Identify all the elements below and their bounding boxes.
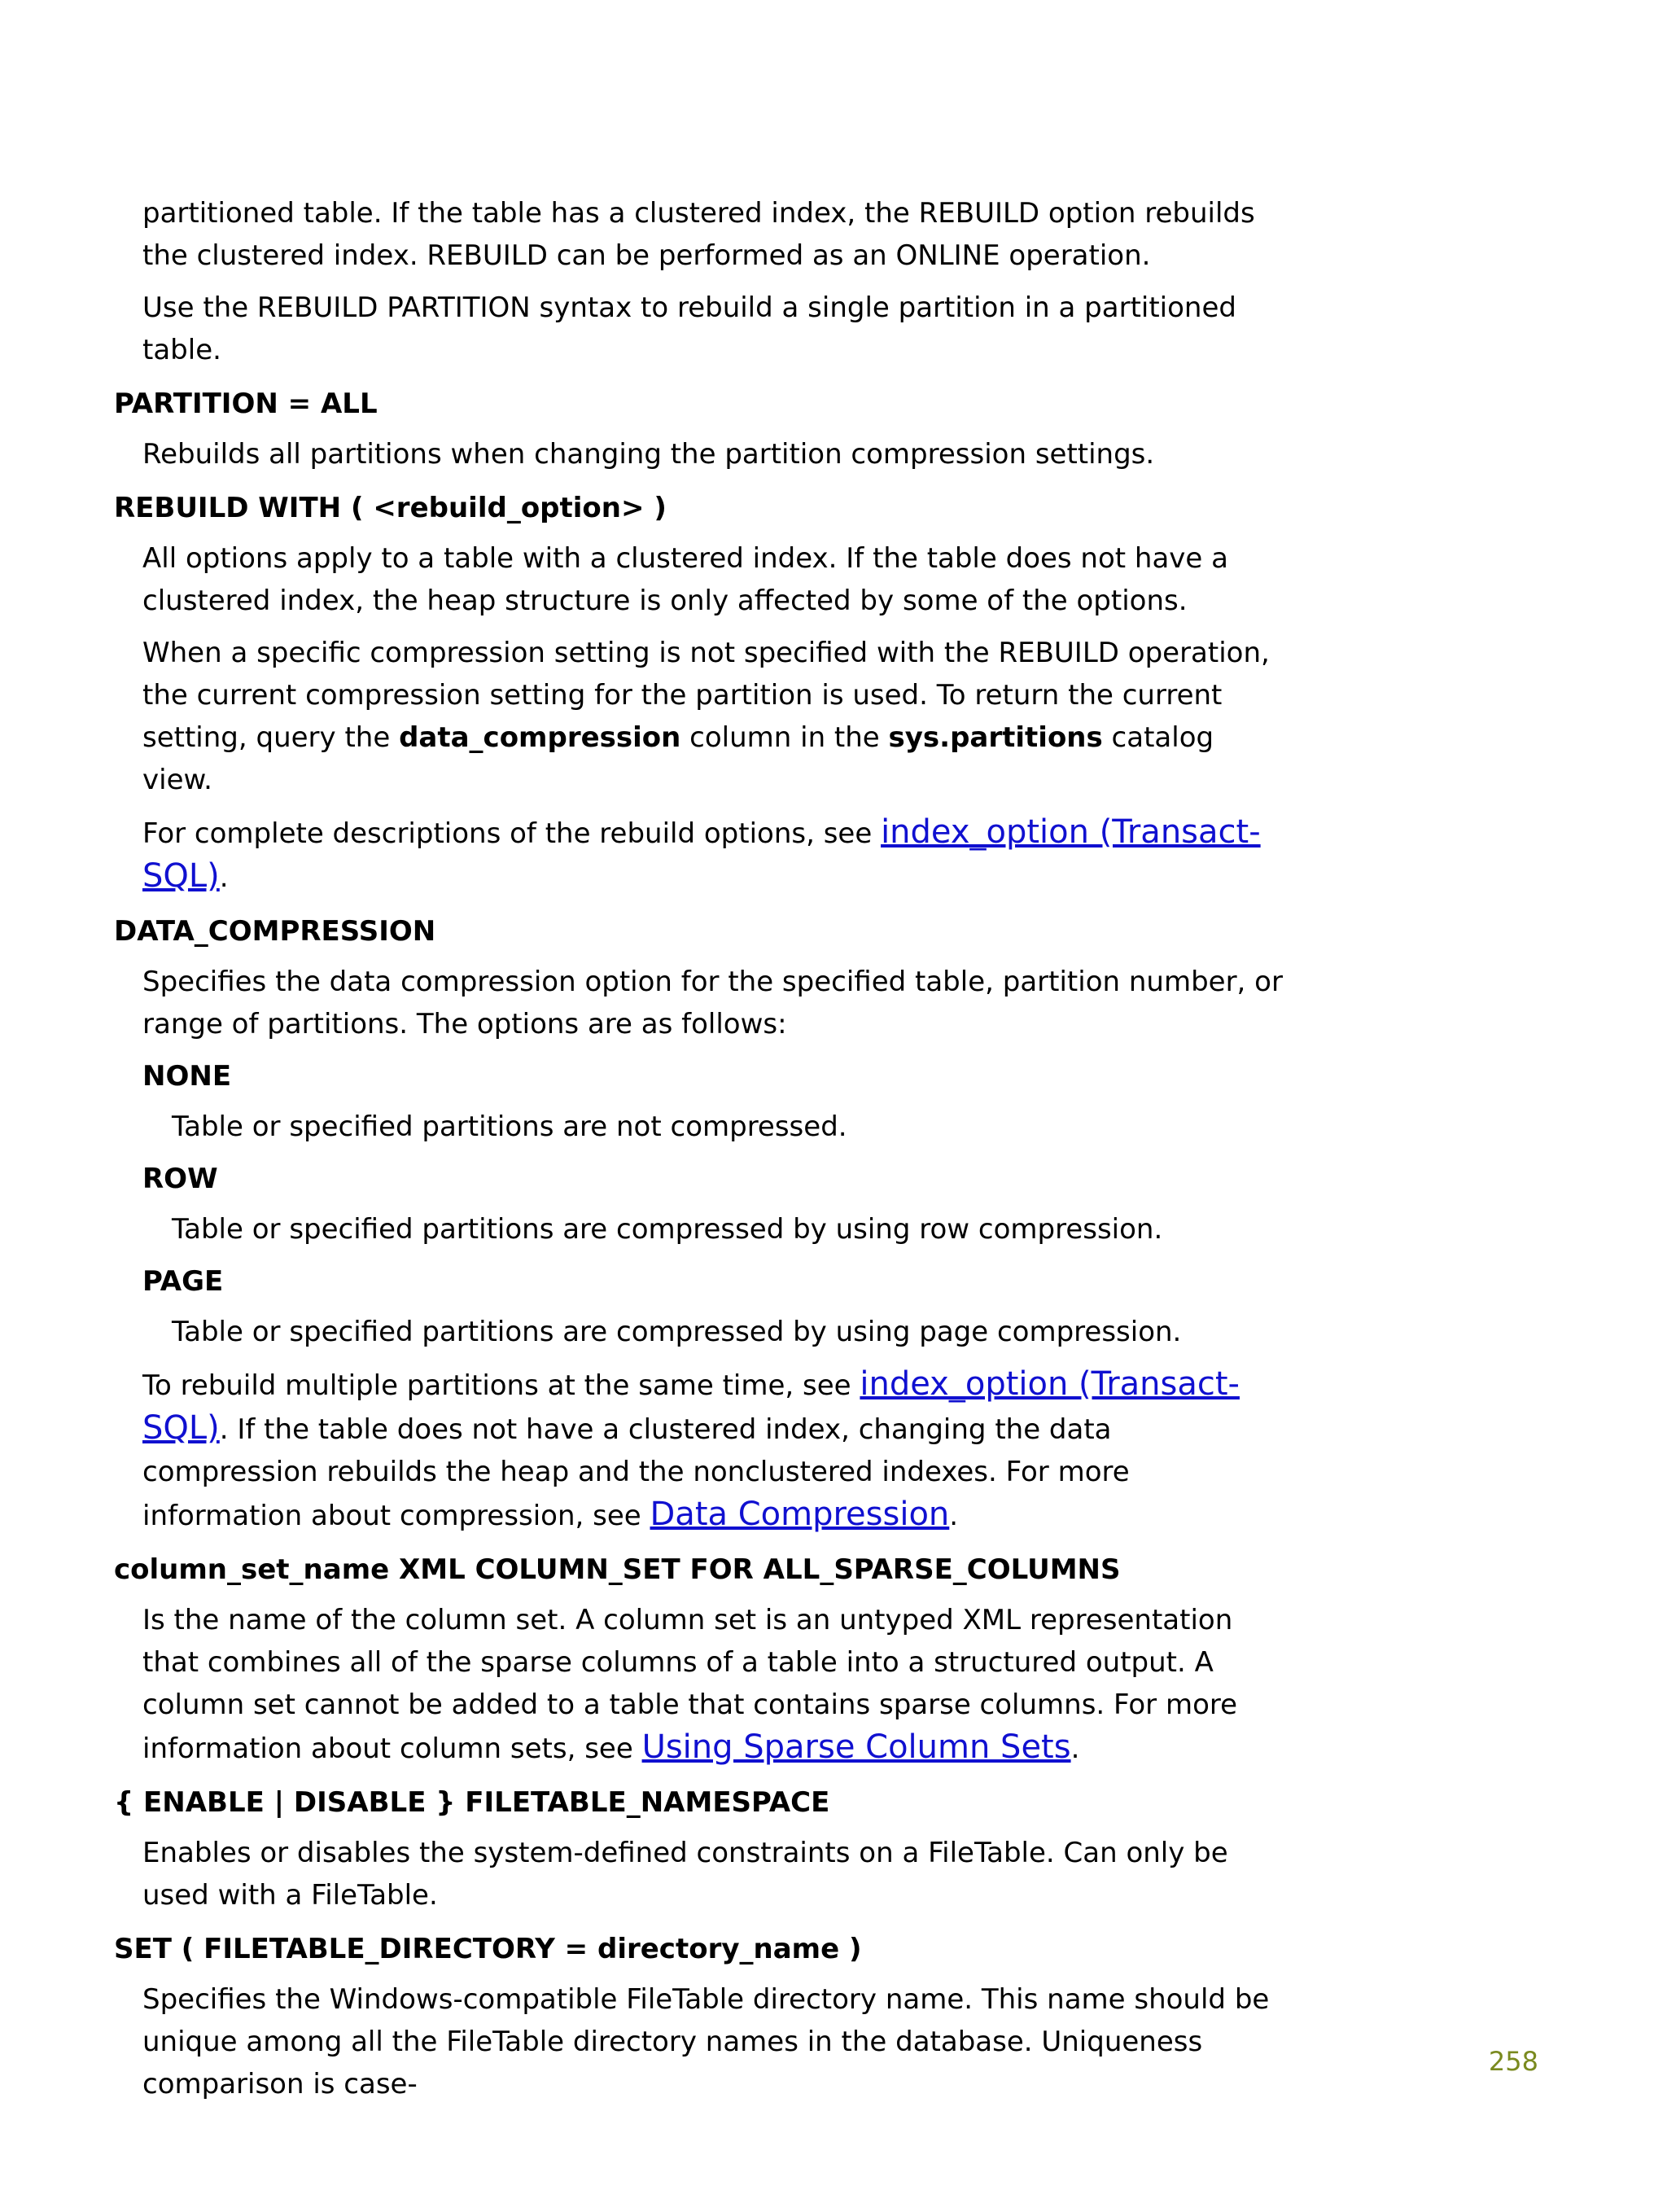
paragraph-data-compression: Specifies the data compression option for the specified table, partition number, or range of partitions. The options are as follows: [142,966,1283,1040]
paragraph-rebuild-options-link [142,811,1286,899]
text-run: To rebuild multiple partitions at the same time, see [142,1369,860,1402]
paragraph-rebuild-options: All options apply to a table with a clustered index. If the table does not have a clustered index, the heap structure is only affected by some of the options. [142,542,1228,617]
term-partition-all: PARTITION = ALL [114,388,378,420]
term-page: PAGE [142,1265,224,1298]
term-filetable-directory: SET ( FILETABLE_DIRECTORY = directory_name ) [114,1933,862,1965]
paragraph-column-set [142,1599,1286,1770]
paragraph-rebuild-partition: Use the REBUILD PARTITION syntax to rebuild a single partition in a partitioned table. [142,291,1236,366]
page-content [114,192,1286,2115]
term-filetable-namespace: { ENABLE | DISABLE } FILETABLE_NAMESPACE [114,1786,830,1819]
page-number: 258 [1488,2046,1538,2077]
text-run: When a specific compression setting is not specified with the REBUILD operation, the current compression setting for the partition is used. To return the current setting, query the [142,637,1270,754]
paragraph-partition-all: Rebuilds all partitions when changing the partition compression settings. [142,438,1155,471]
text-run: Is the name of the column set. A column set is an untyped XML representation that combines all of the sparse columns of a table into a structured output. A column set cannot be added to a table that contains sparse columns. For more information about column sets, see [142,1604,1238,1765]
link-index-option[interactable]: index_option (Transact-SQL) [142,813,1261,895]
text-run: column in the [680,721,889,754]
paragraph-none: Table or specified partitions are not compressed. [172,1110,847,1143]
term-column-set: column_set_name XML COLUMN_SET FOR ALL_SPARSE_COLUMNS [114,1553,1121,1586]
text-run: . If the table does not have a clustered index, changing the data compression rebuilds the heap and the nonclustered indexes. For more information about compression, see [142,1413,1130,1532]
link-index-option-2[interactable]: index_option (Transact-SQL) [142,1365,1240,1447]
text-run: catalog view. [142,721,1214,796]
text-run: . [1070,1732,1080,1765]
paragraph-filetable-directory: Specifies the Windows-compatible FileTable directory name. This name should be unique among all the FileTable directory names in the database. Uniqueness comparison is case- [142,1983,1270,2100]
link-using-sparse-column-sets[interactable]: Using Sparse Column Sets [641,1728,1071,1766]
paragraph-filetable-namespace: Enables or disables the system-defined constraints on a FileTable. Can only be used with a FileTable. [142,1837,1228,1912]
bold-sys-partitions: sys.partitions [888,721,1103,754]
link-data-compression[interactable]: Data Compression [650,1496,950,1533]
paragraph-compression-setting [142,632,1286,801]
term-rebuild-with: REBUILD WITH ( <rebuild_option> ) [114,492,667,524]
text-run: . [949,1500,959,1532]
paragraph-rebuild-description: partitioned table. If the table has a clustered index, the REBUILD option rebuilds the clustered index. REBUILD can be performed as an ONLINE operation. [142,197,1255,272]
term-row: ROW [142,1163,218,1195]
text-run: . [219,861,229,894]
term-none: NONE [142,1060,232,1093]
paragraph-row: Table or specified partitions are compressed by using row compression. [172,1213,1163,1246]
term-data-compression: DATA_COMPRESSION [114,915,436,948]
paragraph-page: Table or specified partitions are compressed by using page compression. [172,1316,1182,1348]
paragraph-multiple-partitions [142,1363,1286,1537]
text-run: For complete descriptions of the rebuild options, see [142,817,882,850]
bold-data-compression: data_compression [399,721,681,754]
